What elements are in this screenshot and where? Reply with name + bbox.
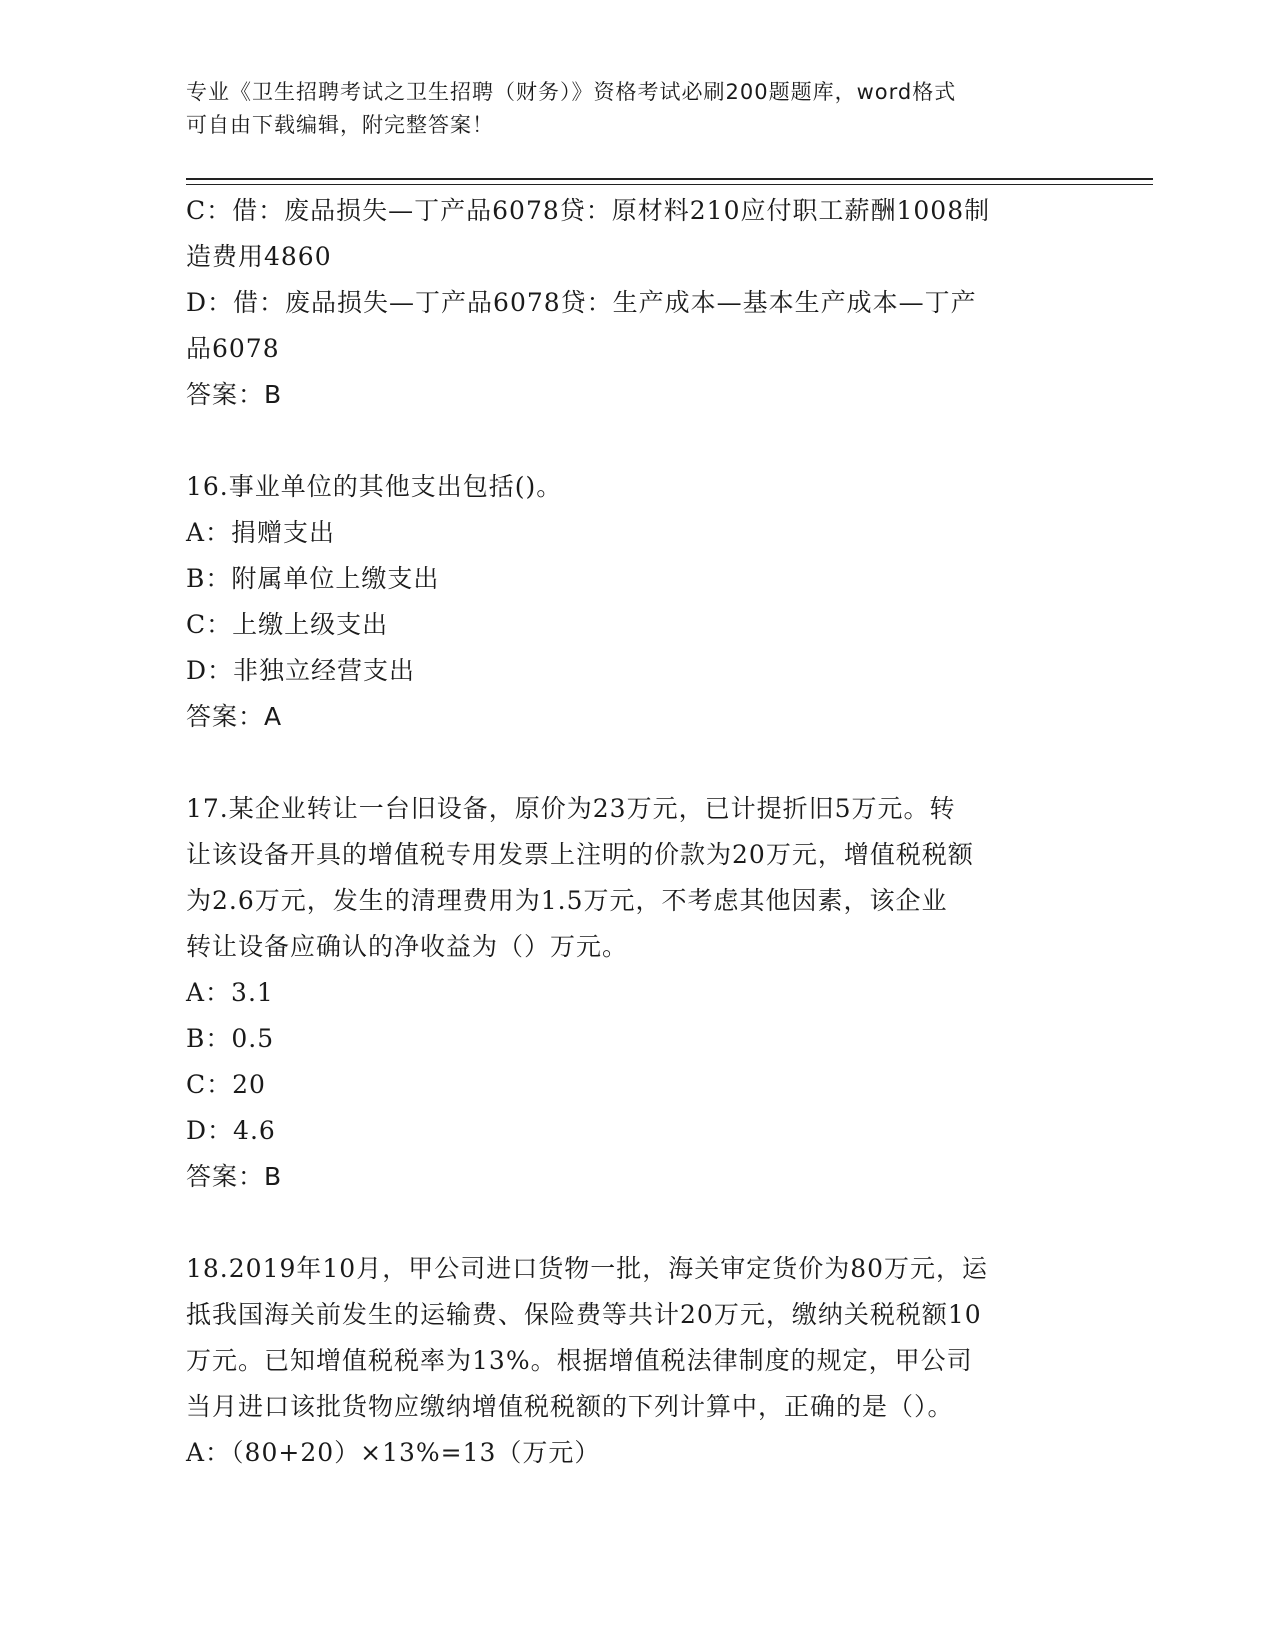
question-stem-line-4: 转让设备应确认的净收益为（）万元。 xyxy=(186,932,629,961)
question-stem-line-2: 让该设备开具的增值税专用发票上注明的价款为20万元，增值税税额 xyxy=(186,840,974,869)
option-c-line-2: 造费用4860 xyxy=(186,242,332,271)
header-divider-thin xyxy=(186,184,1153,185)
question-16 xyxy=(186,464,1086,740)
question-18 xyxy=(186,1246,1086,1476)
option-b: B：0.5 xyxy=(186,1024,275,1053)
header-line-2: 可自由下载编辑，附完整答案！ xyxy=(186,113,494,137)
option-b: B：附属单位上缴支出 xyxy=(186,564,440,593)
question-stem-line-1: 17.某企业转让一台旧设备，原价为23万元，已计提折旧5万元。转 xyxy=(186,794,956,823)
answer: 答案：B xyxy=(186,1162,283,1191)
option-d-line-1: D：借：废品损失—丁产品6078贷：生产成本—基本生产成本—丁产 xyxy=(186,288,977,317)
question-17 xyxy=(186,786,1086,1200)
header-divider-thick xyxy=(186,178,1153,180)
document-header xyxy=(186,76,1066,142)
question-stem-line-3: 为2.6万元，发生的清理费用为1.5万元，不考虑其他因素，该企业 xyxy=(186,886,948,915)
question-content xyxy=(186,188,1086,1476)
option-d-line-2: 品6078 xyxy=(186,334,280,363)
question-stem-line-3: 万元。已知增值税税率为13%。根据增值税法律制度的规定，甲公司 xyxy=(186,1346,973,1375)
question-stem: 16.事业单位的其他支出包括()。 xyxy=(186,472,563,501)
option-d: D：4.6 xyxy=(186,1116,276,1145)
answer: 答案：A xyxy=(186,702,283,731)
question-stem-line-1: 18.2019年10月，甲公司进口货物一批，海关审定货价为80万元，运 xyxy=(186,1254,989,1283)
option-a: A：（80+20）×13%=13（万元） xyxy=(186,1438,601,1467)
option-c: C：20 xyxy=(186,1070,266,1099)
option-a: A：3.1 xyxy=(186,978,274,1007)
option-c: C：上缴上级支出 xyxy=(186,610,389,639)
option-d: D：非独立经营支出 xyxy=(186,656,416,685)
question-stem-line-4: 当月进口该批货物应缴纳增值税税额的下列计算中，正确的是（）。 xyxy=(186,1392,954,1421)
header-line-1: 专业《卫生招聘考试之卫生招聘（财务）》资格考试必刷200题题库，word格式 xyxy=(186,80,957,104)
question-stem-line-2: 抵我国海关前发生的运输费、保险费等共计20万元，缴纳关税税额10 xyxy=(186,1300,982,1329)
option-c-line-1: C：借：废品损失—丁产品6078贷：原材料210应付职工薪酬1008制 xyxy=(186,196,991,225)
answer: 答案：B xyxy=(186,380,283,409)
option-a: A：捐赠支出 xyxy=(186,518,336,547)
question-15 xyxy=(186,188,1086,418)
